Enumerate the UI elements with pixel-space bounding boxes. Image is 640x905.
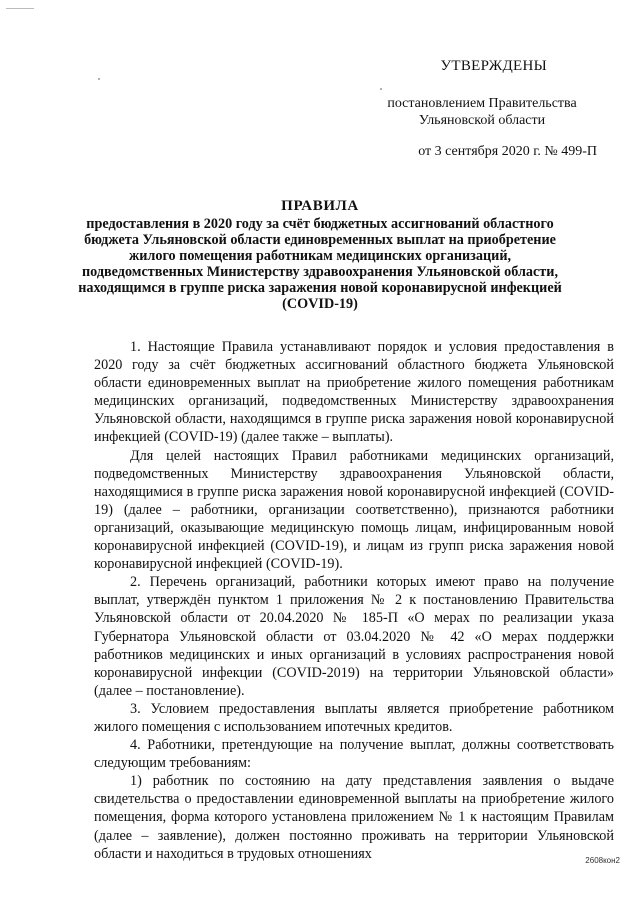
paragraph-2: Для целей настоящих Правил работниками медицинских организаций, подведомственных Министерству здравоохранения Ульяновской области, находящимися в группе риска заражения новой коронавирусной инфекцией (COVID-19) (далее – работники, организации соответственно), признаются работники организаций, оказывающие медицинскую помощь лицам, инфицированным новой коронавирусной инфекцией (COVID-19), и лицам из групп риска заражения новой коронавирусной инфекцией (COVID-19).: [94, 447, 614, 573]
approval-date: от 3 сентября 2020 г. № 499-П: [418, 144, 597, 159]
paragraph-6: 1) работник по состоянию на дату представления заявления о выдаче свидетельства о предоставлении единовременной выплаты на приобретение жилого помещения, форма которого установлена приложением № 1 к настоящим Правилам (далее – заявление), должен постоянно проживать на территории Ульяновской области и находиться в трудовых отношениях: [94, 773, 614, 862]
document-subtitle: предоставления в 2020 году за счёт бюджетных ассигнований областного бюджета Ульяновской области единовременных выплат на приобретение жилого помещения работникам медицинских организаций, подведомственных Министерству здравоохранения Ульяновской области, находящимся в группе риска заражения новой коронавирусной инфекцией (COVID-19): [78, 216, 562, 312]
approval-authority-line-2: Ульяновской области: [418, 113, 546, 128]
paragraph-5: 4. Работники, претендующие на получение выплат, должны соответствовать следующим требованиям:: [94, 737, 614, 772]
footer-code: 2608кон2: [585, 856, 620, 865]
scan-artifact: [6, 8, 34, 9]
approval-authority: [362, 95, 602, 129]
paragraph-1: 1. Настоящие Правила устанавливают порядок и условия предоставления в 2020 году за счёт бюджетных ассигнований областного бюджета Ульяновской области единовременных выплат на приобретение жилого помещения работникам медицинских организаций, подведомственных Министерству здравоохранения Ульяновской области, находящимся в группе риска заражения новой коронавирусной инфекцией (COVID-19) (далее также – выплаты).: [94, 339, 614, 446]
approved-heading: УТВЕРЖДЕНЫ: [440, 58, 547, 74]
scan-dot: [380, 88, 382, 90]
document-title: ПРАВИЛА: [281, 198, 359, 214]
paragraph-4: 3. Условием предоставления выплаты является приобретение работником жилого помещения с использованием ипотечных кредитов.: [94, 700, 614, 735]
paragraph-3: 2. Перечень организаций, работники которых имеют право на получение выплат, утверждён пунктом 1 приложения № 2 к постановлению Правительства Ульяновской области от 20.04.2020 № 185-П «О мерах по реализации указа Губернатора Ульяновской области от 03.04.2020 № 42 «О мерах поддержки работников медицинских и иных организаций в условиях распространения новой коронавирусной инфекции (COVID-2019) на территории Ульяновской области» (далее – постановление).: [94, 574, 614, 699]
scan-dot: [98, 78, 100, 80]
approval-authority-line-1: постановлением Правительства: [387, 96, 577, 111]
document-body: [94, 338, 614, 863]
